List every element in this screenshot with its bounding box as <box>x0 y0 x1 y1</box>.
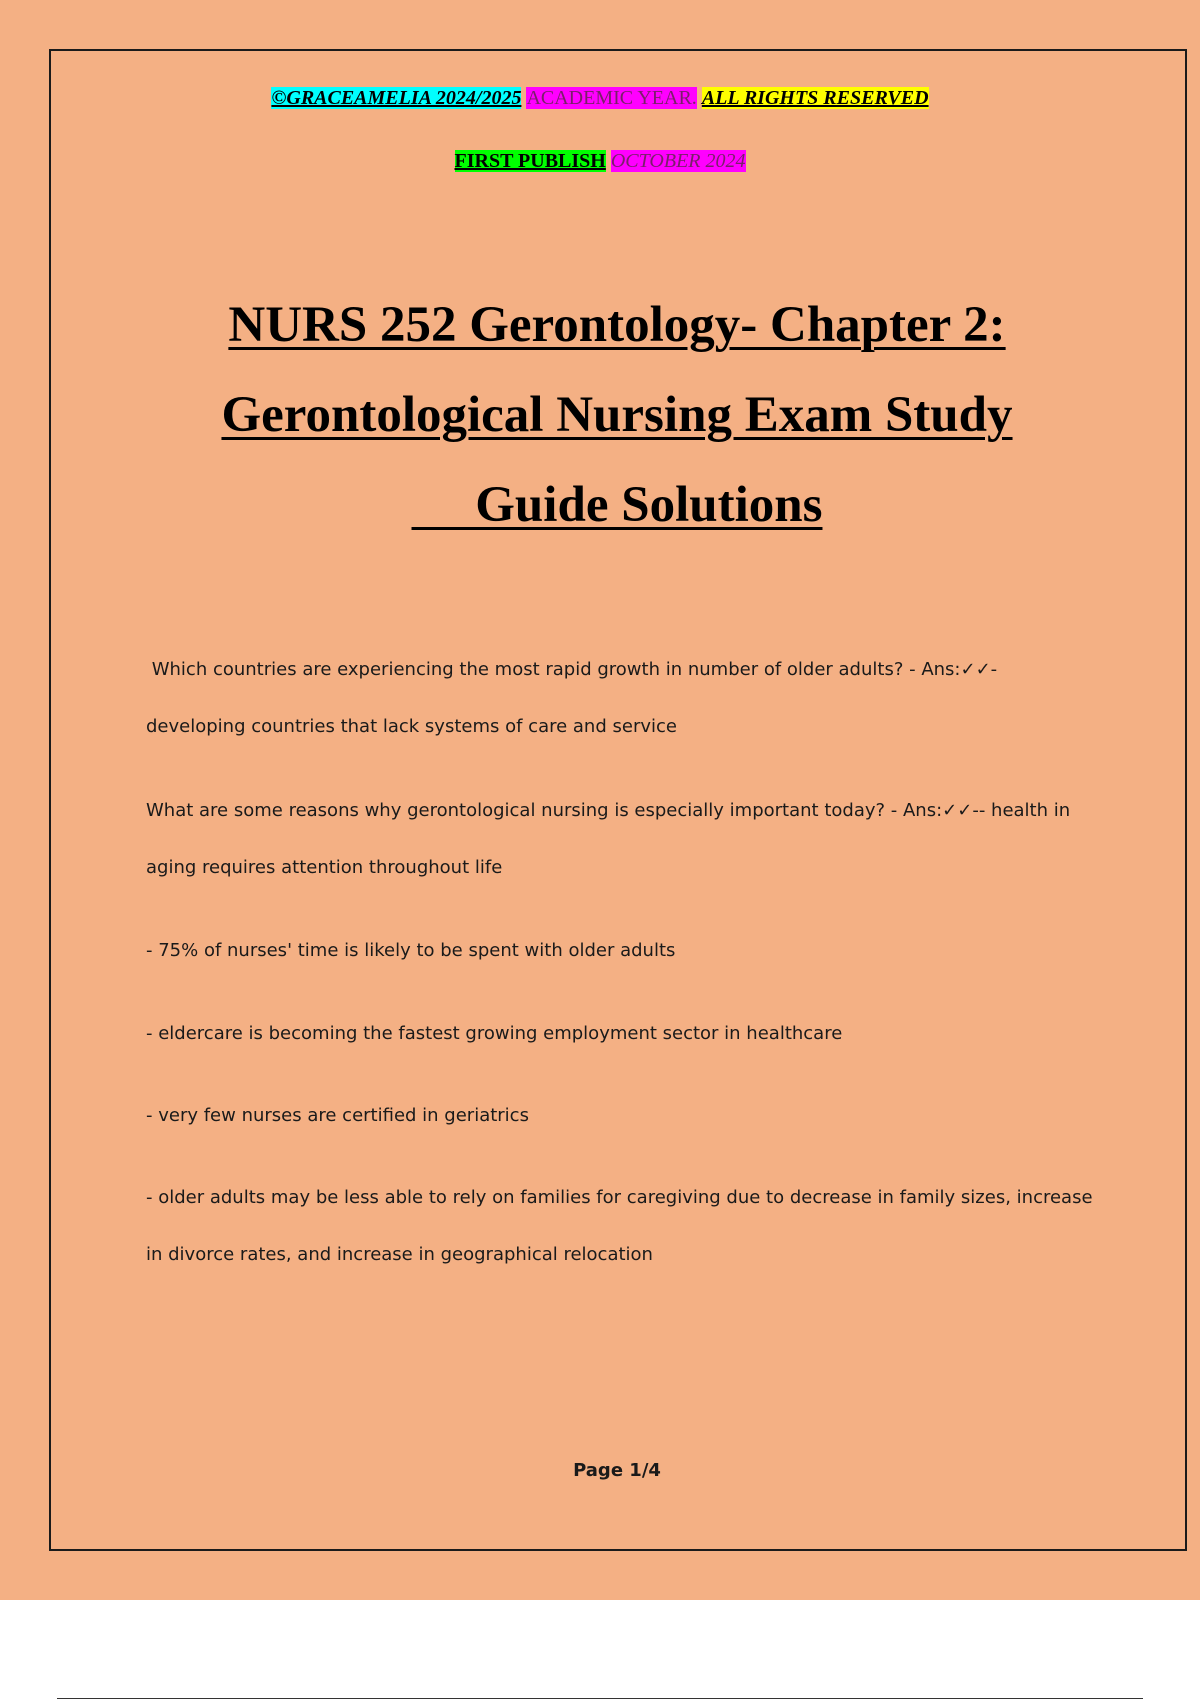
bottom-divider <box>57 1698 1143 1699</box>
question-2 <box>146 782 1086 896</box>
first-publish-text: FIRST PUBLISH <box>454 150 606 172</box>
title-line-2: Gerontological Nursing Exam Study <box>221 387 1013 443</box>
bullet-4-line-1: - older adults may be less able to rely on families for caregiving due to decrease in family sizes, increase <box>146 1187 1093 1208</box>
document-title <box>0 280 1200 550</box>
question-1-line-1: Which countries are experiencing the most rapid growth in number of older adults? - Ans:✓✓- <box>146 659 998 680</box>
title-line-1: NURS 252 Gerontology- Chapter 2: <box>228 297 1006 353</box>
question-2-line-2: aging requires attention throughout life <box>146 857 503 878</box>
copyright-header <box>0 85 1200 111</box>
rights-text: ALL RIGHTS RESERVED <box>701 87 929 109</box>
bullet-3: - very few nurses are certified in geriatrics <box>146 1105 529 1126</box>
question-2-line-1: What are some reasons why gerontological nursing is especially important today? - Ans:✓✓-- health in <box>146 800 1071 821</box>
publish-header <box>0 148 1200 174</box>
bullet-4-line-2: in divorce rates, and increase in geographical relocation <box>146 1244 653 1265</box>
bullet-1: - 75% of nurses' time is likely to be spent with older adults <box>146 940 676 961</box>
question-1-line-2: developing countries that lack systems of care and service <box>146 716 677 737</box>
copyright-text: ©GRACEAMELIA 2024/2025 <box>271 87 522 109</box>
academic-year-text: ACADEMIC YEAR. <box>526 87 697 109</box>
title-line-3: Guide Solutions <box>411 477 823 533</box>
publish-date-text: OCTOBER 2024 <box>610 150 746 172</box>
page-number: Page 1/4 <box>573 1460 661 1481</box>
bullet-2: - eldercare is becoming the fastest growing employment sector in healthcare <box>146 1023 843 1044</box>
question-1 <box>146 641 1086 755</box>
bullet-4 <box>146 1169 1093 1283</box>
